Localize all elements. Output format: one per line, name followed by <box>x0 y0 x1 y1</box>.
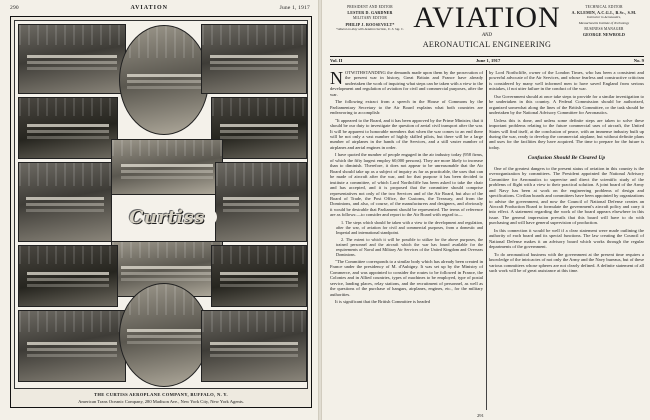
factory-photo-14 <box>201 310 307 382</box>
staff-name: LESTER D. GARDNER <box>347 10 393 16</box>
factory-photo-1 <box>18 24 126 94</box>
left-page <box>0 0 318 420</box>
paragraph: I have quoted the number of people engaged in the air industry today (958 firms, of which the fifty largest employ 60,000 persons). They are more likely to increase than to diminish. Therefore, it does not appear to be unreasonable that the Air Board should take up as a subject of inquiry as far as practicable, the uses that can be made of aircraft after the war, and for that purpose it has been decided to institute a committee, of which Lord Northcliffe has been asked to take the chair and has accepted, and it is proposed that the committee should comprise representatives not only of the two Services and of the Air Board, but also of the Board of Trade, the Post Office, the Customs, the Treasury, and from the Dominions, and also, of course, of the manufacturers and designers, and obviously it would be desirable that Parliament should be represented. The terms of reference are as follows:—to consider and report to the Air Board with regard to— <box>330 152 483 218</box>
masthead-left-staff <box>330 5 410 32</box>
paragraph: "The Committee corresponds to a similar body which has already been created in France under the presidency of M. d'Aubigny. It was set up by the Ministry of Commerce, and was appointed to consider the routes to be followed in France, the Colonies and in Allied countries, types of machines to be employed, type of postal service, landing places, relay stations, and the recruitment of personnel, as well as the questions of the purchase of hangars, airplanes, engines, etc., for the military authorities. <box>330 258 483 297</box>
ad-agent-line: American Trans Oceanic Company, 280 Madison Ave., New York City, New York Agents. <box>78 398 244 404</box>
staff-role: PRESIDENT AND EDITOR <box>347 5 393 9</box>
factory-photo-2 <box>119 25 209 135</box>
factory-photo-13 <box>119 283 209 387</box>
factory-photo-12 <box>18 310 126 382</box>
magazine-subtitle: AERONAUTICAL ENGINEERING <box>422 40 552 49</box>
paragraph: It is significant that the British Committee is headed <box>335 298 430 304</box>
magazine-title-and: AND <box>482 33 492 38</box>
factory-photo-8 <box>215 162 307 242</box>
paragraph: Unless this is done, and unless some definite steps are taken to solve these important problems relating to the future commercial uses of aircraft, the United States will find itself, at the conclusion of peace, with an immense industry built up during the war, ready to develop the commercial airplane, but without definite plans and uses for the facilities they have acquired. The time to prepare for the future is today. <box>489 117 644 150</box>
section-heading: Confusion Should Be Cleared Up <box>527 155 606 162</box>
staff-role: BUSINESS MANAGER <box>584 26 624 31</box>
left-page-number: 290 <box>10 5 19 11</box>
ad-company-name: THE CURTISS AEROPLANE COMPANY, BUFFALO, N. Y. <box>94 392 228 397</box>
issue-volume: Vol. II <box>330 58 343 63</box>
right-page <box>322 0 650 420</box>
paragraph: "It appeared to the Board, and it has been approved by the Prime Minister, that it should be our duty to investigate the question of aerial civil transport after the war. It will be apparent to honorable members that when the war comes to an end there will be not only a vast number of highly skilled pilots, but there will be a large number of airplanes in the hands of the Services, and a still vaster number of airplanes and aerial engines in order. <box>330 117 483 150</box>
issue-info-bar <box>330 56 644 65</box>
factory-photo-5 <box>211 97 307 159</box>
factory-photo-11 <box>211 245 307 307</box>
staff-name: A. KLEMIN, A.C.G.I., B.Sc., S.M. <box>571 10 637 16</box>
paragraph: In this connection it would be well if a clear statement were made outlining the authority of each board and its special functions. The law creating the Council of National Defense makes it an advisory board which works through the regular departments of the government. <box>489 227 644 250</box>
staff-name: GEORGE NEWBOLD <box>582 32 626 38</box>
left-running-title: AVIATION <box>130 5 168 11</box>
paragraph: One of the greatest dangers to the present status of aviation in this country is the overorganization by committees. The President appointed the National Advisory Committee for Aeronautics to supervise and direct the scientific study of the problems of flight with a view to their practical solution. A joint board of the Army and Navy has been at work on the engineering problems of design and specifications. Civilian boards and committees have been appointed by organizations to advise the government, and now the Council of National Defense creates an Aircraft Production Board to formulate the government's aircraft policy and carry it into effect. A statement regarding the work of the board appears elsewhere in this issue. The general impression prevails that this board will have to do with purchasing and will have general supervision of production. <box>489 165 644 226</box>
paragraph: Our Government should at once take steps to provide for a similar investigation to be undertaken in this country. A Federal Commission should be authorized, organized somewhat along the lines of the British Committee, or the task should be undertaken by the National Advisory Committee for Aeronautics. <box>489 93 644 116</box>
right-page-number: 291 <box>477 413 484 418</box>
factory-photo-6 <box>18 162 112 242</box>
issue-number: No. 9 <box>633 58 644 63</box>
editorial-column-1 <box>330 70 483 306</box>
staff-role: TECHNICAL EDITOR <box>585 5 623 9</box>
column-divider <box>486 70 487 410</box>
terms-list-item: 1. The steps which should be taken with a view to the development and regulation, after the war, of aviation for civil and commercial purposes, from a domestic and Imperial and international standpoint. <box>336 219 483 235</box>
left-running-date: June 1, 1917 <box>279 5 310 11</box>
factory-photo-10 <box>18 245 118 307</box>
factory-photo-4 <box>18 97 118 159</box>
photo-collage <box>14 20 308 389</box>
staff-detail: *Absent on duty with Aviation Section, U. S. Sig. C. <box>336 26 404 31</box>
staff-role: MILITARY EDITOR <box>353 16 387 21</box>
editorial-column-2 <box>489 70 644 275</box>
curtiss-advertisement <box>10 16 312 408</box>
paragraph-text: OTWITHSTANDING the demands made upon them by the prosecution of the present war in history, Great Britain and France have already undertaken the work of inquiring what steps can be taken with a view to the development and regulation of aviation for civil and commercial purposes, after the war. <box>330 70 483 97</box>
terms-list-item: 2. The extent to which it will be possible to utilize for the above purposes, the trained personnel and the aircraft which the war has found available for the requirements of Naval and Military Air Services of the United Kingdom and Overseas Dominions. <box>336 236 483 257</box>
paragraph: by Lord Northcliffe, owner of the London Times, who has been a consistent and powerful advocate of the Air Services, and whose fearless and constructive criticism is considered by many well informed men to have saved England from serious mistakes, if not utter failure in the conduct of the war. <box>489 70 644 92</box>
dropcap: N <box>330 68 343 88</box>
issue-date: June 1, 1917 <box>475 58 501 63</box>
staff-name: PHILIP J. ROOSEVELT* <box>345 21 395 27</box>
masthead-right-staff <box>564 5 644 37</box>
staff-detail: Instructor in Aeronautics, <box>587 15 621 20</box>
staff-detail: Massachusetts Institute of Technology <box>578 20 630 25</box>
paragraph <box>330 70 483 97</box>
paragraph: To do aeronautical business with the government at the present time requires a knowledge of the intricacies of not only the Army and the Navy bureaus, but of these various committees whose spheres are not clearly defined. A definite statement of all such work will be of great assistance at this time. <box>489 251 644 273</box>
magazine-title: AVIATION <box>413 1 561 34</box>
factory-photo-7 <box>111 139 223 195</box>
paragraph: The following extract from a speech in the House of Commons by the Parliamentary Secretary to the Air Board explains what both countries are endeavoring to accomplish: <box>330 99 483 116</box>
left-running-head <box>10 3 310 13</box>
curtiss-logo: Curtiss <box>117 197 217 237</box>
factory-photo-3 <box>201 24 307 94</box>
ad-footer <box>11 392 311 405</box>
